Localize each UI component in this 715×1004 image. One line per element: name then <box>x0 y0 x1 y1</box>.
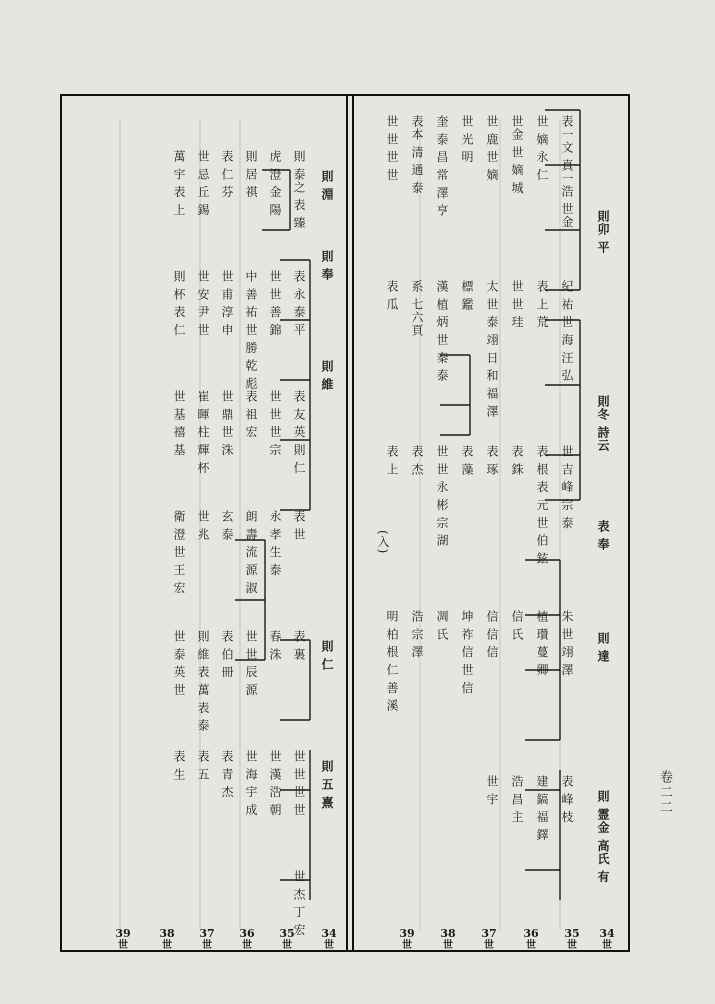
left-entry-name: 表 五 <box>196 750 210 781</box>
generation-number: 39 <box>115 927 131 940</box>
left-head-name: 則 淵 <box>320 170 334 202</box>
left-generation-label <box>196 928 218 952</box>
right-generation-label <box>437 928 459 952</box>
right-entry-name: 表 銖 <box>510 445 524 476</box>
right-generation-label <box>396 928 418 952</box>
right-entry-name: 世 宇 <box>485 775 499 806</box>
generation-char: 世 <box>324 940 334 951</box>
generation-char: 世 <box>402 940 412 951</box>
right-head-name: 則冬 詩云 <box>596 395 610 453</box>
right-head-name: 表 奉 <box>596 520 610 552</box>
right-entry-name: 漢 植 炳 世 秦 泰 <box>435 280 449 383</box>
left-head-name: 則 維 <box>320 360 334 392</box>
left-entry-name: 世 泰 英 世 <box>172 630 186 697</box>
right-head-name: 則 霊金 高氏 有 <box>596 790 610 884</box>
right-entry-name: 世金 世 嫡 城 <box>510 115 524 195</box>
left-entry-name: 則 杯 表 仁 <box>172 270 186 337</box>
generation-char: 世 <box>443 940 453 951</box>
right-generation-label <box>478 928 500 952</box>
left-entry-name: 世 基 禧 基 <box>172 390 186 457</box>
left-generation-label <box>276 928 298 952</box>
right-entry-name: 世 嫡 永 仁 <box>535 115 549 182</box>
right-entry-name: 明 柏 根 仁 善 溪 <box>385 610 399 713</box>
left-entry-name: 世 兆 <box>196 510 210 541</box>
left-generation-label <box>236 928 258 952</box>
left-generation-label <box>112 928 134 952</box>
right-entry-name: 紀 祐 世 海 汪 弘 <box>560 280 574 383</box>
right-entry-name: 世 光 明 <box>460 115 474 164</box>
right-entry-name: 表 上 荒 <box>535 280 549 329</box>
generation-char: 世 <box>602 940 612 951</box>
generation-number: 36 <box>239 927 255 940</box>
left-entry-name: 世 甫 淳 申 <box>220 270 234 337</box>
left-generation-label <box>318 928 340 952</box>
generation-char: 世 <box>162 940 172 951</box>
right-entry-name: 坤 祚 信 世 信 <box>460 610 474 695</box>
right-entry-name: 表 峰 枝 <box>560 775 574 824</box>
right-entry-name: 表 琢 <box>485 445 499 476</box>
left-entry-name: 萬 宇 表 上 <box>172 150 186 217</box>
left-entry-name: 虎 澄 金 陽 <box>268 150 282 217</box>
right-entry-name: 表一文 真一浩 世金 <box>560 115 574 229</box>
left-entry-name: 表 伯 冊 <box>220 630 234 679</box>
left-entry-name: 世 世 辰 源 <box>244 630 258 697</box>
left-entry-name: 表 仁 芬 <box>220 150 234 199</box>
generation-number: 34 <box>599 927 615 940</box>
right-generation-label <box>561 928 583 952</box>
right-generation-label <box>596 928 618 952</box>
right-entry-name: 表本 清 通 泰 <box>410 115 424 195</box>
left-entry-name: 表 青 杰 <box>220 750 234 799</box>
generation-number: 34 <box>321 927 337 940</box>
right-generation-label <box>520 928 542 952</box>
left-entry-name: 春 洙 <box>268 630 282 661</box>
generation-char: 世 <box>242 940 252 951</box>
left-entry-name: 衛 澄 世 王 宏 <box>172 510 186 595</box>
generation-char: 世 <box>567 940 577 951</box>
generation-number: 37 <box>199 927 215 940</box>
left-entry-name: 朗 壽 流 源 淑 <box>244 510 258 595</box>
left-entry-name: 世 杰 丁 宏 <box>292 870 306 937</box>
generation-char: 世 <box>484 940 494 951</box>
left-head-name: 則 奉 <box>320 250 334 282</box>
left-entry-name: 世 安 尹 世 <box>196 270 210 337</box>
left-entry-name: 世 漢 浩 朝 <box>268 750 282 817</box>
left-generation-label <box>156 928 178 952</box>
left-entry-name: 表 生 <box>172 750 186 781</box>
right-entry-name: 世 世 永 彬 宗 湖 <box>435 445 449 548</box>
left-entry-name: 玄 泰 <box>220 510 234 541</box>
left-entry-name: 世 鼎 世 洙 <box>220 390 234 457</box>
generation-number: 36 <box>523 927 539 940</box>
left-entry-name: 崔 暉 柱 輝 杯 <box>196 390 210 475</box>
right-entry-name: 凋 氏 <box>435 610 449 641</box>
right-head-name: 則卯 平 <box>596 210 610 255</box>
right-entry-name: 世 世 珪 <box>510 280 524 329</box>
right-entry-name: 表 杰 <box>410 445 424 476</box>
left-entry-name: 則 維 表 萬 表 泰 <box>196 630 210 733</box>
generation-char: 世 <box>282 940 292 951</box>
left-head-name: 則 五 熹 <box>320 760 334 810</box>
right-entry-name: 表 根 表 元 世 伯 鉉 <box>535 445 549 565</box>
generation-number: 38 <box>159 927 175 940</box>
left-entry-name: 世 忌 丘 錫 <box>196 150 210 217</box>
right-entry-name: 植 瓚 蔓 卿 <box>535 610 549 677</box>
right-entry-name: 朱 世 翊 澤 <box>560 610 574 677</box>
generation-char: 世 <box>202 940 212 951</box>
left-head-name: 則 仁 <box>320 640 334 672</box>
right-entry-name: 表 藻 <box>460 445 474 476</box>
generation-number: 38 <box>440 927 456 940</box>
left-entry-name: 表 裏 <box>292 630 306 661</box>
center-note: (入) <box>376 530 390 555</box>
left-entry-name: 世 世 善 錦 <box>268 270 282 337</box>
right-entry-name: 標 鑑 <box>460 280 474 311</box>
generation-number: 35 <box>564 927 580 940</box>
right-entry-name: 奎 泰 昌 常 澤 亨 <box>435 115 449 218</box>
right-entry-name: 世 鹿 世 嫡 <box>485 115 499 182</box>
left-entry-name: 世 世 世 世 <box>292 750 306 817</box>
right-entry-name: 信 氏 <box>510 610 524 641</box>
right-entry-name: 太 世 泰 翊 日 和 福 澤 <box>485 280 499 418</box>
generation-number: 35 <box>279 927 295 940</box>
volume-label: 卷二二 <box>657 770 672 815</box>
right-entry-name: 建 鎬 福 鐸 <box>535 775 549 842</box>
left-entry-name: 則 泰之 表 臻 <box>292 150 306 230</box>
right-entry-name: 表 瓜 <box>385 280 399 311</box>
left-entry-name: 表 永 泰 平 <box>292 270 306 337</box>
right-entry-name: 浩 宗 澤 <box>410 610 424 659</box>
left-entry-name: 表 世 <box>292 510 306 541</box>
left-entry-name: 表 祖 宏 <box>244 390 258 439</box>
right-head-name: 則 達 <box>596 632 610 664</box>
right-entry-name: 系 七六頁 <box>410 280 424 337</box>
generation-char: 世 <box>526 940 536 951</box>
generation-char: 世 <box>118 940 128 951</box>
right-entry-name: 表 上 <box>385 445 399 476</box>
right-entry-name: 浩 昌 主 <box>510 775 524 824</box>
left-entry-name: 中 善 祐 世 勝 乾 彪 <box>244 270 258 390</box>
right-entry-name: 信 信 信 <box>485 610 499 659</box>
right-entry-name: 世 吉 峰 宗 泰 <box>560 445 574 530</box>
left-entry-name: 永 孝 生 泰 <box>268 510 282 577</box>
generation-number: 37 <box>481 927 497 940</box>
left-entry-name: 世 世 世 宗 <box>268 390 282 457</box>
right-entry-name: 世 世 世 世 <box>385 115 399 182</box>
left-entry-name: 則 居 祺 <box>244 150 258 199</box>
generation-number: 39 <box>399 927 415 940</box>
left-entry-name: 表 友 英 則 仁 <box>292 390 306 475</box>
left-entry-name: 世 海 宇 成 <box>244 750 258 817</box>
